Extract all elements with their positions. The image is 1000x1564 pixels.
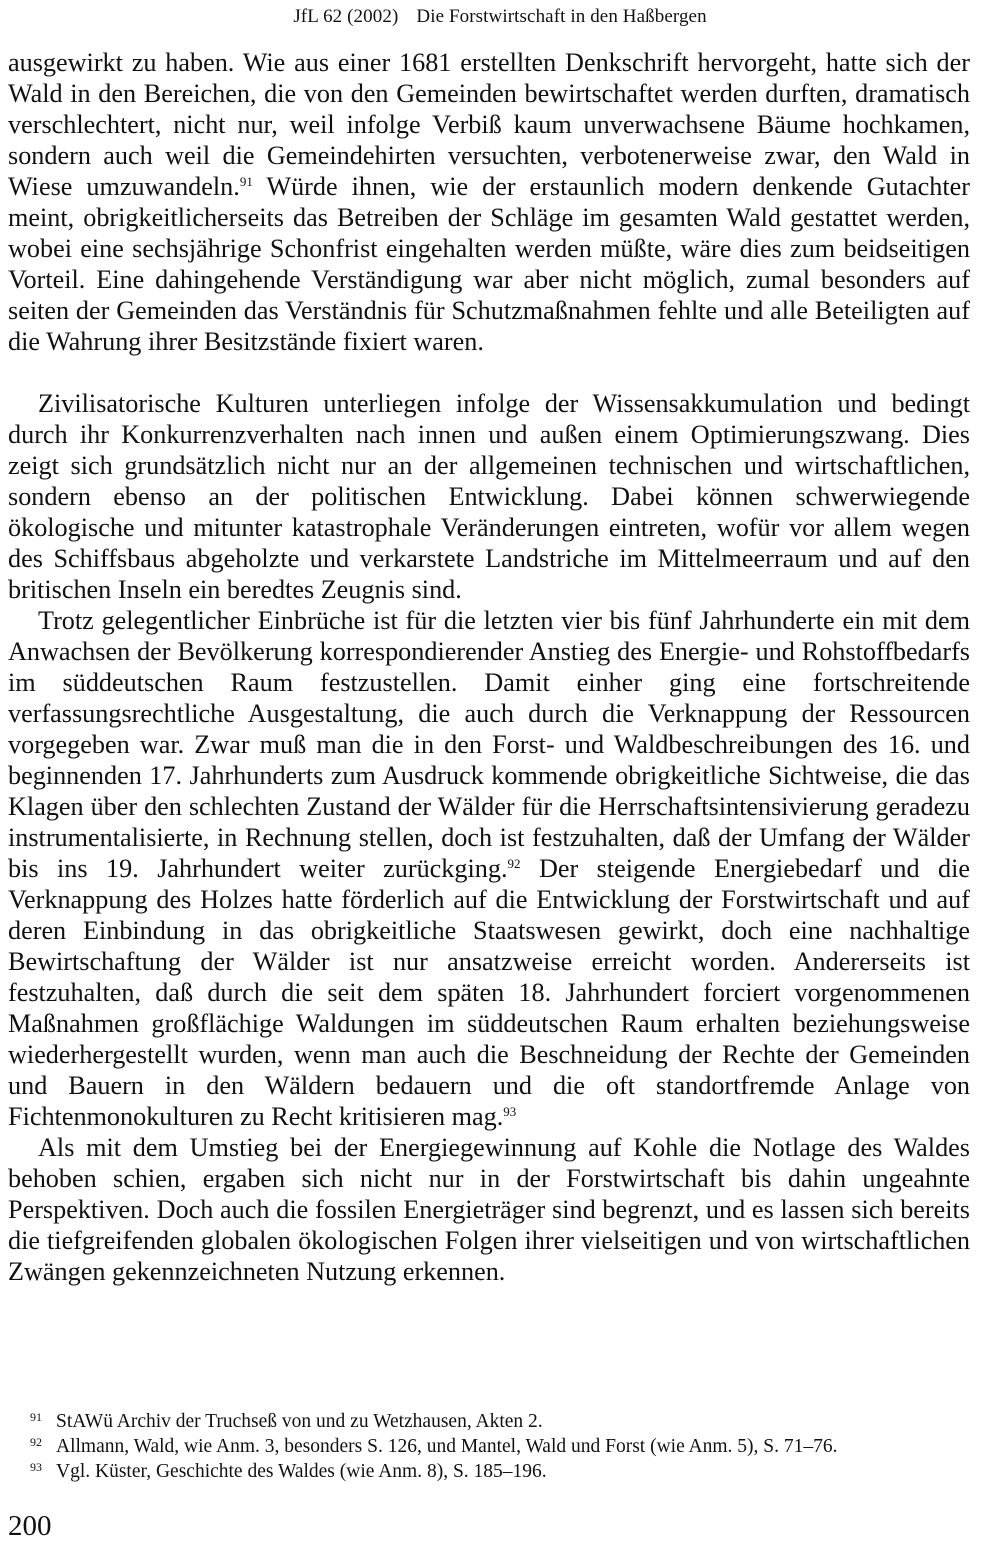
article-title: Die Forstwirtschaft in den Haßbergen [416,6,707,27]
footnote [30,1459,975,1484]
footnote [30,1434,975,1459]
footnote-ref-91[interactable]: 91 [239,173,253,189]
footnote-text: StAWü Archiv der Truchseß von und zu Wetzhausen, Akten 2. [56,1411,543,1432]
footnote-text: Allmann, Wald, wie Anm. 3, besonders S. 126, und Mantel, Wald und Forst (wie Anm. 5), S. 71–76. [56,1436,838,1457]
footnote-ref-92[interactable]: 92 [507,855,521,871]
running-header [0,6,1000,28]
paragraph-1: ausgewirkt zu haben. Wie aus einer 1681 erstellten Denkschrift hervorgeht, hatte sich der Wald in den Bereichen, die von den Gemeinden bewirtschaftet werden durften, dramatisch verschlechtert, nicht nur, weil infolge Verbiß kaum unverwachsene Bäume hochkamen, sondern auch weil die Gemeindehirten versuchten, verbotenerweise zwar, den Wald in Wiese umzuwandeln.$^{91}$ Würde ihnen, wie der erstaunlich modern denkende Gutachter meint, obrigkeitlicherseits das Betreiben der Schläge im gesamten Wald gestattet werden, wobei eine sechsjährige Schonfrist eingehalten werden müßte, wäre dies zum beidseitigen Vorteil. Eine dahingehende Verständigung war aber nicht möglich, zumal besonders auf seiten der Gemeinden das Verständnis für Schutzmaßnahmen fehlte und alle Beteiligten auf die Wahrung ihrer Besitzstände fixiert waren. [8,48,970,356]
paragraph-3: Trotz gelegentlicher Einbrüche ist für die letzten vier bis fünf Jahrhunderte ein mit dem Anwachsen der Bevölkerung korrespondierender Anstieg des Energie- und Rohstoffbedarfs im süddeutschen Raum festzustellen. Damit einher ging eine fortschreitende verfassungsrechtliche Ausgestaltung, die auch durch die Verknappung der Ressourcen vorgegeben war. Zwar muß man die in den Forst- und Waldbeschreibungen des 16. und beginnenden 17. Jahrhunderts zum Ausdruck kommende obrigkeitliche Sichtweise, die das Klagen über den schlechten Zustand der Wälder für die Herrschaftsintensivierung geradezu instrumentalisierte, in Rechnung stellen, doch ist festzuhalten, daß der Umfang der Wälder bis ins 19. Jahrhundert weiter zurückging.$^{92}$ Der steigende Energiebedarf und die Verknappung des Holzes hatte förderlich auf die Entwicklung der Forstwirtschaft und auf deren Einbindung in das obrigkeitliche Staatswesen gewirkt, doch eine nachhaltige Bewirtschaftung der Wälder ist nur ansatzweise erreicht worden. Andererseits ist festzuhalten, daß durch die seit dem späten 18. Jahrhundert forciert vorgenommenen Maßnahmen großflächige Waldungen im süddeutschen Raum erhalten beziehungsweise wiederhergestellt wurden, wenn man auch die Beschneidung der Rechte der Gemeinden und Bauern in den Wäldern bedauern und die oft standortfremde Anlage von Fichtenmonokulturen zu Recht kritisieren mag.$^{93}$ [8,606,970,1131]
footnotes [30,1409,975,1484]
footnote-number: 93 [30,1460,42,1474]
page-number: 200 [8,1510,52,1542]
paragraph-2: Zivilisatorische Kulturen unterliegen infolge der Wissensakkumulation und bedingt durch ihr Konkurrenzverhalten nach innen und außen einem Optimierungszwang. Dies zeigt sich grundsätzlich nicht nur an der allgemeinen technischen und wirtschaftlichen, sondern ebenso an der politischen Entwicklung. Dabei können schwerwiegende ökologische und mitunter katastrophale Veränderungen eintreten, wofür vor allem wegen des Schiffsbaus abgeholzte und verkarstete Landstriche im Mittelmeerraum und auf den britischen Inseln ein beredtes Zeugnis sind. [8,389,970,604]
footnote-number: 91 [30,1410,42,1424]
footnote-number: 92 [30,1435,42,1449]
paragraph-4: Als mit dem Umstieg bei der Energiegewinnung auf Kohle die Notlage des Waldes behoben schien, ergaben sich nicht nur in der Forstwirtschaft bis dahin ungeahnte Perspektiven. Doch auch die fossilen Energieträger sind begrenzt, und es lassen sich bereits die tiefgreifenden globalen ökologischen Folgen ihrer vielseitigen und von wirtschaftlichen Zwängen gekennzeichneten Nutzung erkennen. [8,1133,970,1286]
footnote-ref-93[interactable]: 93 [503,1103,517,1119]
body-text [8,47,970,1287]
footnote [30,1409,975,1434]
footnote-text: Vgl. Küster, Geschichte des Waldes (wie Anm. 8), S. 185–196. [56,1461,547,1482]
journal-reference: JfL 62 (2002) [293,6,399,27]
